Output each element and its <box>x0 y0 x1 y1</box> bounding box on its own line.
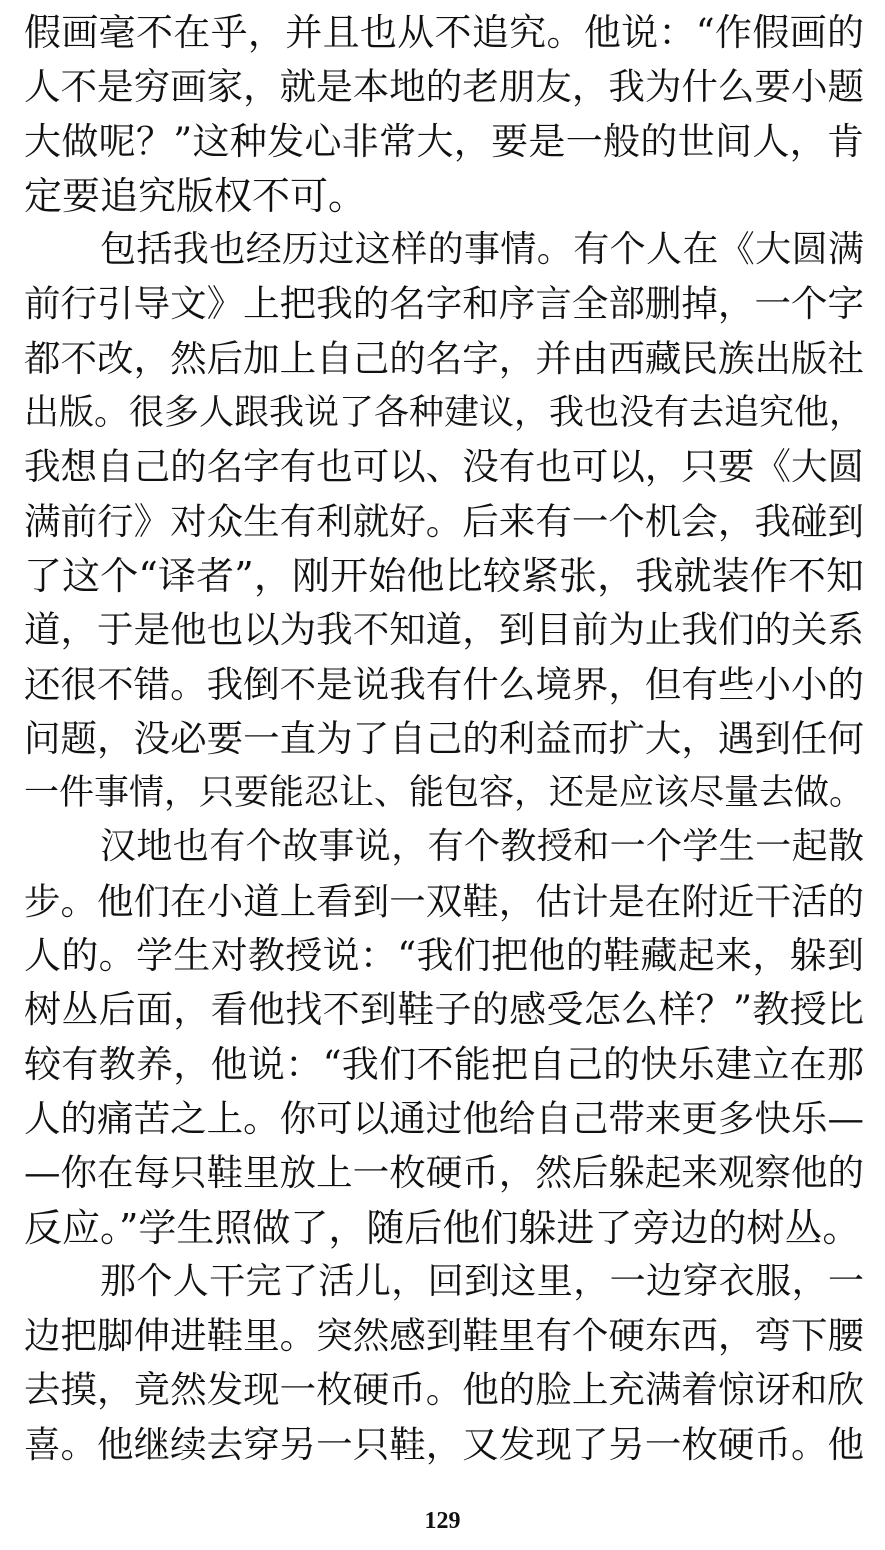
text-line: 去摸，竟然发现一枚硬币。他的脸上充满着惊讶和欣 <box>24 1368 864 1412</box>
text-line: 边把脚伸进鞋里。突然感到鞋里有个硬东西，弯下腰 <box>24 1314 864 1358</box>
text-line: 都不改，然后加上自己的名字，并由西藏民族出版社 <box>24 336 864 380</box>
text-line: 一件事情，只要能忍让、能包容，还是应该尽量去做。 <box>24 773 865 814</box>
text-line: 定要追究版权不可。 <box>24 173 367 218</box>
text-line: 人不是穷画家，就是本地的老朋友，我为什么要小题 <box>24 65 864 109</box>
text-line: 假画毫不在乎，并且也从不追究。他说：“作假画的 <box>24 11 864 54</box>
paragraph-first-line: 汉地也有个故事说，有个教授和一个学生一起散 <box>100 826 864 868</box>
text-line: 大做呢？”这种发心非常大，要是一般的世间人，肯 <box>24 119 864 163</box>
page-number: 129 <box>424 1508 461 1534</box>
text-line: 还很不错。我倒不是说我有什么境界，但有些小小的 <box>24 662 864 706</box>
paragraph-first-line: 那个人干完了活儿，回到这里，一边穿衣服，一 <box>100 1260 864 1302</box>
text-line: —你在每只鞋里放上一枚硬币，然后躲起来观察他的 <box>24 1151 864 1195</box>
text-line: 人的。学生对教授说：“我们把他的鞋藏起来，躲到 <box>24 934 864 978</box>
body-text <box>24 6 864 1472</box>
text-line: 问题，没必要一直为了自己的利益而扩大，遇到任何 <box>24 716 864 760</box>
text-line: 道，于是他也以为我不知道，到目前为止我们的关系 <box>24 608 864 652</box>
text-line: 反应。”学生照做了，随后他们躲进了旁边的树丛。 <box>24 1205 861 1250</box>
text-line: 步。他们在小道上看到一双鞋，估计是在附近干活的 <box>24 879 864 923</box>
text-line: 人的痛苦之上。你可以通过他给自己带来更多快乐— <box>24 1096 864 1140</box>
text-line: 树丛后面，看他找不到鞋子的感受怎么样？”教授比 <box>24 988 864 1032</box>
text-line: 前行引导文》上把我的名字和序言全部删掉，一个字 <box>24 282 864 326</box>
text-line: 较有教养，他说：“我们不能把自己的快乐建立在那 <box>24 1042 864 1086</box>
text-line: 了这个“译者”，刚开始他比较紧张，我就装作不知 <box>24 553 864 598</box>
paragraph-first-line: 包括我也经历过这样的事情。有个人在《大圆满 <box>100 229 864 271</box>
text-line: 出版。很多人跟我说了各种建议，我也没有去追究他， <box>24 393 865 434</box>
text-line: 满前行》对众生有利就好。后来有一个机会，我碰到 <box>24 499 864 543</box>
text-line: 我想自己的名字有也可以、没有也可以，只要《大圆 <box>24 445 864 489</box>
text-line: 喜。他继续去穿另一只鞋，又发现了另一枚硬币。他 <box>24 1422 864 1466</box>
